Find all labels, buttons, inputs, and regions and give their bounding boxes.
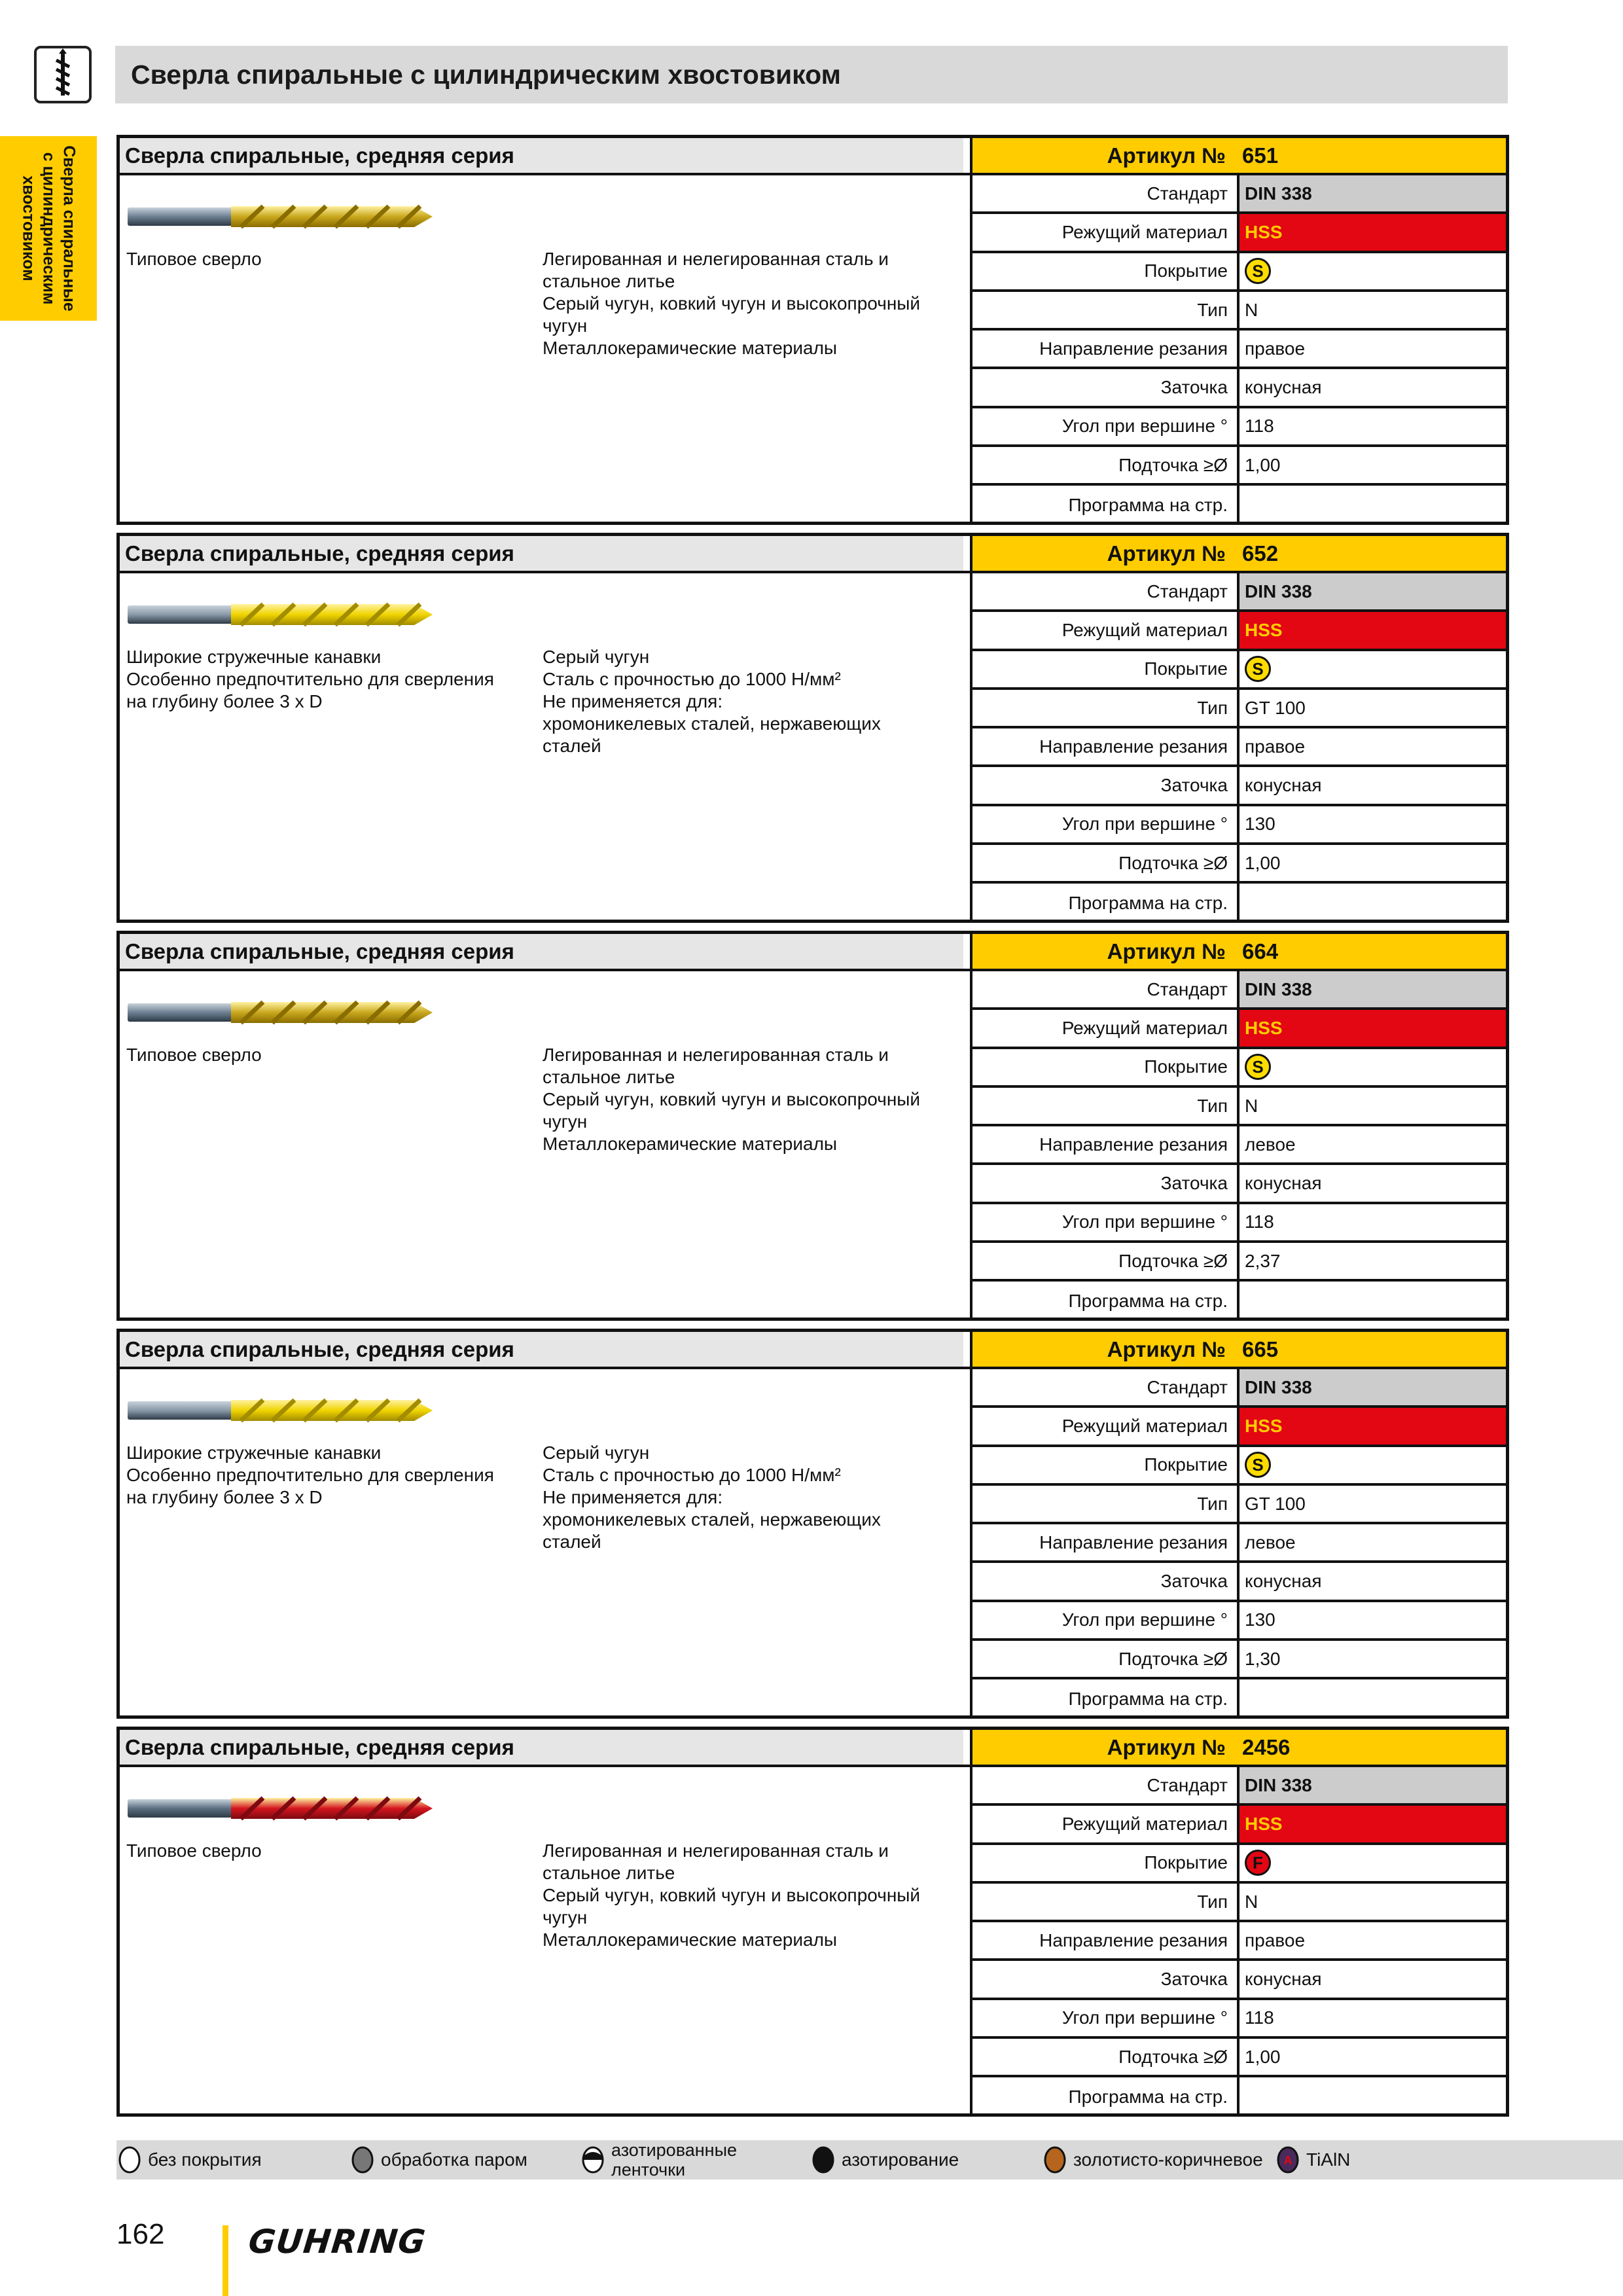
spec-value: 118 [1245,1211,1274,1232]
spec-value: 1,00 [1245,454,1281,475]
series-title: Сверла спиральные, средняя серия [120,934,963,969]
article-label: Артикул № [1107,541,1226,565]
spec-value: HSS [1240,1010,1506,1046]
spec-value: DIN 338 [1240,1369,1506,1405]
spec-value: 118 [1245,2007,1274,2028]
svg-text:A: A [1283,2154,1293,2167]
material-line: Не применяется для: [543,1487,723,1507]
spec-value: HSS [1240,1806,1506,1842]
side-tab [0,136,97,321]
spec-row [972,1563,1506,1602]
spec-label: Угол при вершине ° [972,1602,1240,1638]
spec-label: Заточка [972,1165,1240,1201]
spec-label: Покрытие [972,1845,1240,1881]
spec-row [972,253,1506,292]
spec-label: Стандарт [972,175,1240,211]
spec-row [972,1408,1506,1446]
material-line: стальное литье [543,1863,675,1883]
spec-value: правое [1245,338,1306,359]
spec-table [970,175,1506,525]
spec-value: DIN 338 [1240,971,1506,1007]
spec-row [972,1602,1506,1641]
spec-row [972,292,1506,331]
description-materials [543,1442,968,1553]
spec-label: Направление резания [972,1126,1240,1162]
article-block [116,1727,1509,2117]
brand-logo: GUHRING [246,2223,428,2261]
material-line: Металлокерамические материалы [543,338,838,358]
spec-row [972,767,1506,806]
material-line: сталей [543,1532,601,1552]
spec-value: 1,30 [1245,1648,1281,1669]
spec-label: Покрытие [972,1447,1240,1483]
material-line: Не применяется для: [543,691,723,711]
series-title: Сверла спиральные, средняя серия [120,1730,963,1765]
footer-divider [223,2225,228,2296]
spec-table [970,1767,1506,2117]
spec-row [972,214,1506,253]
material-line: Серый чугун [543,1443,650,1463]
article-header [120,138,1506,175]
description-line: Типовое сверло [126,249,262,269]
drill-image [126,1395,434,1426]
spec-label: Стандарт [972,573,1240,609]
spec-table [970,573,1506,923]
spec-value [1240,1049,1506,1085]
legend-label: TiAlN [1306,2149,1351,2170]
spec-label: Тип [972,1884,1240,1920]
legend-label: азотирование [842,2149,959,2170]
material-line: стальное литье [543,1067,675,1087]
article-header [120,1332,1506,1369]
article-label: Артикул № [1107,1735,1226,1759]
article-number: 651 [1242,143,1279,168]
spec-value: правое [1245,1929,1306,1950]
spec-table [970,1369,1506,1719]
legend-item [351,2142,527,2178]
article-number: 665 [1242,1337,1279,1361]
spec-label: Режущий материал [972,1010,1240,1046]
article-label: Артикул № [1107,143,1226,168]
spec-label: Стандарт [972,1767,1240,1803]
description-materials [543,248,968,359]
spec-value: 1,00 [1245,2046,1281,2067]
spec-label: Режущий материал [972,1806,1240,1842]
material-line: чугун [543,1111,588,1132]
spec-value: GT 100 [1245,1493,1306,1514]
spec-label: Угол при вершине ° [972,1204,1240,1240]
coating-badge-icon: S [1245,1054,1271,1080]
description-line: на глубину более 3 x D [126,1487,323,1507]
material-line: хромоникелевых сталей, нержавеющих [543,1509,881,1530]
spec-row [972,369,1506,408]
spec-label: Угол при вершине ° [972,806,1240,842]
material-line: Металлокерамические материалы [543,1134,838,1154]
spec-row [972,1845,1506,1884]
spec-label: Режущий материал [972,1408,1240,1444]
spec-row [972,1282,1506,1320]
spec-value: DIN 338 [1240,175,1506,211]
material-line: Легированная и нелегированная сталь и [543,1840,889,1861]
uncoated-icon [118,2145,141,2174]
material-line: Сталь с прочностью до 1000 Н/мм² [543,669,841,689]
spec-row [972,1088,1506,1126]
spec-value [1240,486,1506,524]
spec-row [972,806,1506,845]
nitrided-lands-icon [581,2145,605,2174]
spec-label: Режущий материал [972,612,1240,648]
description-line: Типовое сверло [126,1840,262,1861]
spec-label: Подточка ≥Ø [972,1641,1240,1677]
drill-logo-icon [34,46,92,103]
description-line: Типовое сверло [126,1045,262,1065]
spec-value: конусная [1245,1173,1322,1194]
spec-label: Покрытие [972,253,1240,289]
description-line: Особенно предпочтительно для сверления [126,1465,494,1485]
article-number-cell [970,1730,1506,1765]
description-line: на глубину более 3 x D [126,691,323,711]
spec-label: Угол при вершине ° [972,408,1240,444]
article-block [116,135,1509,525]
legend-item [581,2142,742,2178]
spec-label: Программа на стр. [972,2077,1240,2116]
spec-row [972,1486,1506,1524]
spec-value: конусная [1245,1571,1322,1592]
description-materials [543,1840,968,1951]
series-title: Сверла спиральные, средняя серия [120,138,963,173]
gold-brown-icon [1043,2145,1067,2174]
spec-row [972,1010,1506,1049]
article-number: 2456 [1242,1735,1291,1759]
article-block [116,533,1509,923]
spec-row [972,1884,1506,1922]
spec-table [970,971,1506,1321]
spec-label: Направление резания [972,1524,1240,1560]
spec-row [972,1447,1506,1486]
tialn-icon [1276,2145,1300,2174]
legend-label: обработка паром [381,2149,527,2170]
spec-label: Тип [972,1486,1240,1522]
material-line: чугун [543,315,588,336]
article-number: 664 [1242,939,1279,963]
material-line: Металлокерамические материалы [543,1929,838,1950]
description-features [126,1442,532,1509]
spec-value [1240,1845,1506,1881]
spec-value: 130 [1245,1609,1275,1630]
spec-label: Подточка ≥Ø [972,1243,1240,1279]
spec-label: Направление резания [972,728,1240,764]
spec-row [972,651,1506,690]
spec-row [972,1641,1506,1679]
spec-value: HSS [1240,612,1506,648]
drill-image [126,997,434,1028]
spec-value [1240,2077,1506,2116]
spec-row [972,1243,1506,1282]
spec-row [972,2077,1506,2116]
spec-row [972,845,1506,884]
nitrided-icon [812,2145,835,2174]
legend-label: золотисто-коричневое [1073,2149,1263,2170]
spec-row [972,331,1506,369]
spec-row [972,971,1506,1010]
spec-row [972,486,1506,524]
material-line: Серый чугун, ковкий чугун и высокопрочный [543,1885,921,1905]
legend-label: без покрытия [148,2149,262,2170]
article-block [116,1329,1509,1719]
article-block [116,931,1509,1321]
spec-value: N [1245,299,1258,320]
spec-value [1240,651,1506,687]
description-line: Широкие стружечные канавки [126,647,382,667]
spec-value: 1,00 [1245,852,1281,873]
spec-value: DIN 338 [1240,1767,1506,1803]
spec-value: левое [1245,1532,1296,1552]
spec-value: 118 [1245,416,1274,437]
spec-label: Заточка [972,767,1240,803]
legend-item [812,2142,959,2178]
material-line: хромоникелевых сталей, нержавеющих [543,713,881,734]
spec-label: Подточка ≥Ø [972,447,1240,483]
spec-row [972,612,1506,651]
spec-label: Направление резания [972,1922,1240,1958]
article-header [120,536,1506,573]
spec-row [972,1165,1506,1204]
spec-row [972,728,1506,767]
spec-row [972,884,1506,922]
description-line: Особенно предпочтительно для сверления [126,669,494,689]
spec-label: Направление резания [972,331,1240,367]
spec-value: HSS [1240,214,1506,250]
spec-value: конусная [1245,1969,1322,1990]
spec-label: Программа на стр. [972,1679,1240,1718]
spec-label: Покрытие [972,651,1240,687]
coating-badge-icon: S [1245,258,1271,284]
description-features [126,248,532,270]
spec-label: Тип [972,292,1240,328]
spec-value: 2,37 [1245,1250,1281,1271]
material-line: стальное литье [543,271,675,291]
spec-value: GT 100 [1245,697,1306,718]
spec-value: 130 [1245,814,1275,834]
coating-badge-icon: F [1245,1850,1271,1876]
article-header [120,1730,1506,1767]
article-number: 652 [1242,541,1279,565]
drill-image [126,201,434,232]
legend-item [1043,2142,1263,2178]
spec-value: правое [1245,736,1306,757]
material-line: Легированная и нелегированная сталь и [543,249,889,269]
spec-row [972,1126,1506,1165]
spec-label: Подточка ≥Ø [972,845,1240,881]
article-label: Артикул № [1107,1337,1226,1361]
material-line: чугун [543,1907,588,1928]
article-label: Артикул № [1107,939,1226,963]
spec-value: конусная [1245,775,1322,796]
spec-label: Угол при вершине ° [972,2000,1240,2036]
spec-label: Подточка ≥Ø [972,2039,1240,2075]
description-features [126,1840,532,1862]
spec-label: Тип [972,1088,1240,1124]
spec-value: N [1245,1095,1258,1116]
legend-item [118,2142,262,2178]
material-line: Легированная и нелегированная сталь и [543,1045,889,1065]
spec-row [972,2000,1506,2039]
spec-row [972,1767,1506,1806]
description-features [126,1044,532,1066]
spec-row [972,1961,1506,2000]
page-number: 162 [116,2218,165,2250]
spec-label: Режущий материал [972,214,1240,250]
spec-row [972,1524,1506,1563]
spec-row [972,690,1506,728]
series-title: Сверла спиральные, средняя серия [120,536,963,571]
description-line: Широкие стружечные канавки [126,1443,382,1463]
series-title: Сверла спиральные, средняя серия [120,1332,963,1367]
article-number-cell [970,536,1506,571]
page-title: Сверла спиральные с цилиндрическим хвостовиком [131,60,841,90]
article-number-cell [970,934,1506,969]
spec-row [972,573,1506,612]
spec-row [972,1679,1506,1718]
spec-row [972,2039,1506,2077]
coating-badge-icon: S [1245,656,1271,682]
spec-row [972,1369,1506,1408]
spec-row [972,447,1506,486]
spec-label: Программа на стр. [972,486,1240,524]
spec-value [1240,1282,1506,1320]
description-materials [543,1044,968,1155]
spec-label: Стандарт [972,1369,1240,1405]
spec-value [1240,884,1506,922]
material-line: Сталь с прочностью до 1000 Н/мм² [543,1465,841,1485]
spec-label: Тип [972,690,1240,726]
side-tab-label: Сверла спиральные с цилиндрическим хвостовиком [19,145,79,312]
spec-label: Заточка [972,1961,1240,1997]
spec-label: Заточка [972,369,1240,405]
spec-label: Программа на стр. [972,884,1240,922]
spec-label: Покрытие [972,1049,1240,1085]
spec-value [1240,1679,1506,1718]
description-materials [543,646,968,757]
spec-value [1240,1447,1506,1483]
material-line: Серый чугун, ковкий чугун и высокопрочный [543,293,921,314]
article-header [120,934,1506,971]
spec-row [972,1806,1506,1844]
spec-label: Стандарт [972,971,1240,1007]
spec-value: конусная [1245,377,1322,398]
material-line: сталей [543,736,601,756]
legend-label: азотированные ленточки [611,2140,737,2179]
spec-value: левое [1245,1134,1296,1155]
spec-row [972,1922,1506,1961]
spec-label: Заточка [972,1563,1240,1599]
article-number-cell [970,138,1506,173]
spec-row [972,408,1506,447]
legend-item [1276,2142,1350,2178]
description-features [126,646,532,713]
coating-badge-icon: S [1245,1452,1271,1478]
spec-row [972,175,1506,214]
spec-value: N [1245,1891,1258,1912]
article-number-cell [970,1332,1506,1367]
drill-image [126,599,434,630]
drill-image [126,1793,434,1824]
spec-value: DIN 338 [1240,573,1506,609]
material-line: Серый чугун, ковкий чугун и высокопрочный [543,1089,921,1109]
steam-treated-icon [351,2145,374,2174]
spec-value: HSS [1240,1408,1506,1444]
spec-label: Программа на стр. [972,1282,1240,1320]
spec-row [972,1049,1506,1088]
spec-value [1240,253,1506,289]
material-line: Серый чугун [543,647,650,667]
spec-row [972,1204,1506,1243]
